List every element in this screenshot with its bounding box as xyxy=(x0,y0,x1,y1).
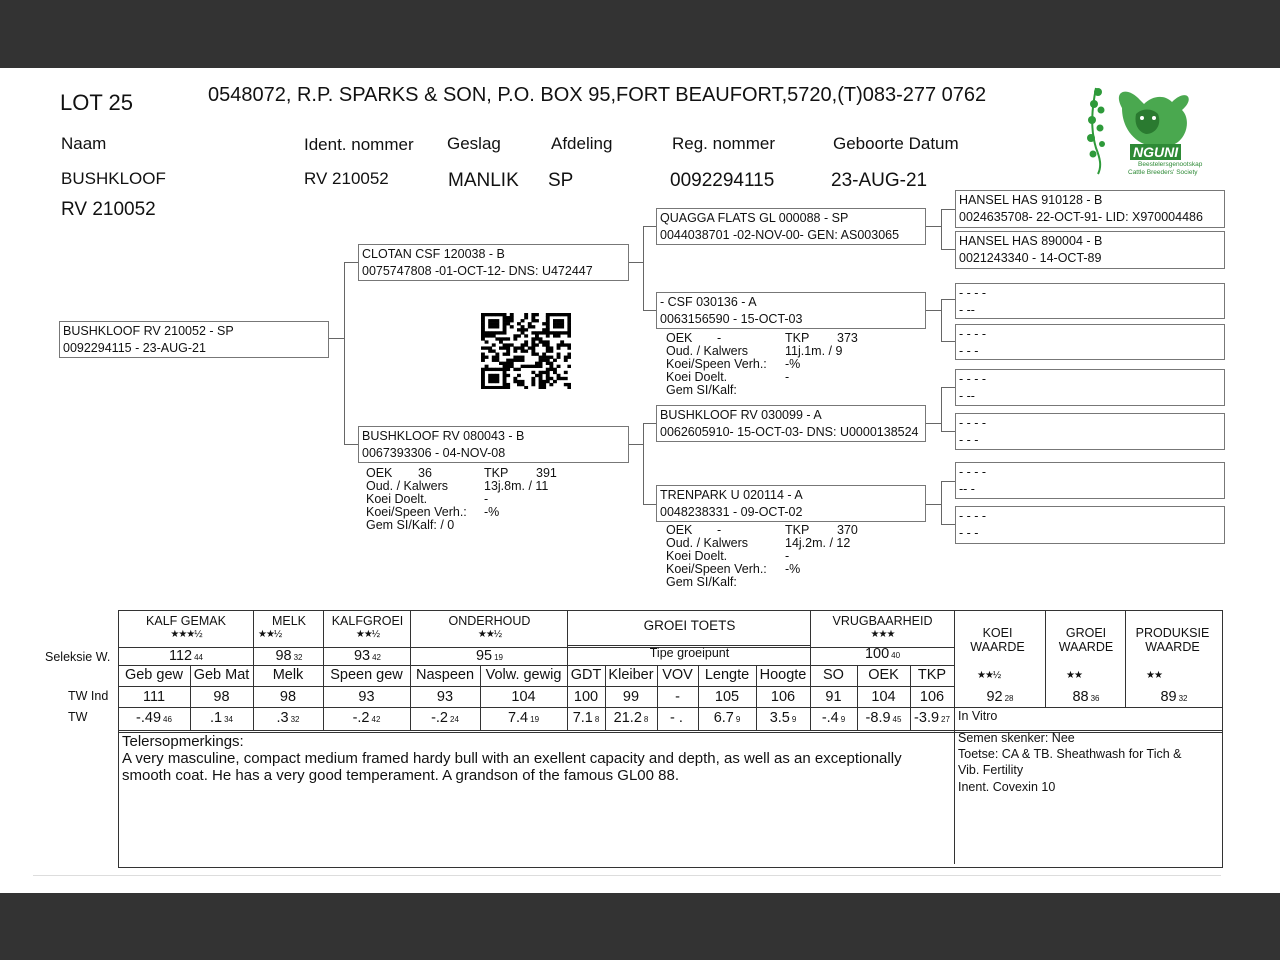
stat-value: 11j.1m. / 9 xyxy=(785,344,843,358)
stat-label: TKP xyxy=(785,523,810,537)
tw-ind-value xyxy=(118,689,190,705)
pedigree-detail: 0048238331 - 09-OCT-02 xyxy=(660,505,803,519)
hdr-label: KALF GEMAK xyxy=(146,614,226,628)
tw-value xyxy=(323,710,410,726)
remarks-title: Telersopmerkings: xyxy=(122,733,244,750)
tw-ind-text: 104 xyxy=(511,689,536,705)
tw-accuracy: 45 xyxy=(892,715,902,724)
tw-ind-text: 98 xyxy=(279,689,297,705)
column-label-text: Kleiber xyxy=(608,667,654,683)
sel-kalfgroei xyxy=(324,648,411,664)
pedigree-detail: 0044038701 -02-NOV-00- GEN: AS003065 xyxy=(660,228,900,242)
row-label-twind: TW Ind xyxy=(68,689,109,703)
column-label-text: Geb gew xyxy=(124,667,184,683)
stat-label: Koei/Speen Verh.: xyxy=(666,562,767,576)
star-rating: ★★½ xyxy=(355,629,380,640)
connector xyxy=(344,262,345,444)
tw-ind-text: 104 xyxy=(871,689,896,705)
hdr-label: VRUGBAARHEID xyxy=(832,614,933,628)
tw-ind-value xyxy=(857,689,910,705)
tw-accuracy: 27 xyxy=(941,715,950,724)
connector xyxy=(941,299,956,300)
tw-ind-value xyxy=(910,689,954,705)
connector xyxy=(329,338,344,339)
sel-value: 98 xyxy=(275,648,292,664)
stat-value: - xyxy=(717,523,722,537)
pedigree-ggs-5 xyxy=(955,369,1225,406)
sel-vrugbaarheid xyxy=(811,646,954,662)
pedigree-dam-dam xyxy=(656,485,926,522)
tw-text: -3.9 xyxy=(914,710,940,726)
sel-value: 95 xyxy=(475,648,493,664)
tw-ind-text: 105 xyxy=(714,689,740,705)
stat-label: Koei/Speen Verh.: xyxy=(666,357,767,371)
tw-accuracy: 9 xyxy=(791,715,797,724)
tw-ind-value xyxy=(190,689,253,705)
hdr-label: KALFGROEI xyxy=(331,614,404,628)
koei-value xyxy=(955,689,1045,705)
sel-kalfgemak xyxy=(118,648,254,664)
pedigree-detail: 0021243340 - 14-OCT-89 xyxy=(959,251,1102,265)
stat-label: Koei Doelt. xyxy=(666,370,728,384)
value-sub: 36 xyxy=(1090,694,1100,703)
qr-code xyxy=(481,313,571,389)
tw-text: 7.4 xyxy=(507,710,529,726)
connector xyxy=(941,341,956,342)
remarks-line1: A very masculine, compact medium framed hardy bull with an exellent capacity and depth, as well as an exceptionally xyxy=(122,750,902,767)
header-geslag: Geslag xyxy=(447,134,501,153)
tw-ind-text: 98 xyxy=(213,689,230,705)
column-label xyxy=(253,667,323,683)
pedigree-sire-sire xyxy=(656,208,926,245)
stat-value: -% xyxy=(785,562,801,576)
pedigree-detail: 0024635708- 22-OCT-91- LID: X970004486 xyxy=(959,210,1203,224)
hdr-label: GROEI TOETS xyxy=(643,618,736,633)
column-label xyxy=(698,667,756,683)
column-label-text: OEK xyxy=(868,667,899,683)
stat-value: - xyxy=(484,492,489,506)
hdr-label: ONDERHOUD xyxy=(448,614,531,628)
tw-accuracy: 34 xyxy=(224,715,233,724)
pedigree-detail: - - - xyxy=(959,433,979,447)
pedigree-detail: 0092294115 - 23-AUG-21 xyxy=(63,341,206,355)
pedigree-subject xyxy=(59,321,329,358)
pedigree-detail: - - - xyxy=(959,526,979,540)
stat-label: Gem SI/Kalf: / 0 xyxy=(366,518,455,532)
stat-label: Oud. / Kalwers xyxy=(666,536,748,550)
pedigree-name: - - - - xyxy=(959,509,987,523)
hdr-tipe-groeipunt xyxy=(568,646,811,660)
connector xyxy=(643,310,657,311)
tw-text: - . xyxy=(670,710,683,726)
tw-value xyxy=(190,710,253,726)
tw-ind-value xyxy=(810,689,857,705)
tw-ind-text: 106 xyxy=(919,689,945,705)
tw-accuracy: 9 xyxy=(735,715,741,724)
tw-value xyxy=(657,710,698,726)
pedigree-name: - - - - xyxy=(959,416,987,430)
logo-line2: Cattle Breeders' Society xyxy=(1128,169,1198,176)
connector xyxy=(925,226,941,227)
lot-number: LOT 25 xyxy=(60,90,133,115)
stat-label: OEK xyxy=(366,466,393,480)
connector xyxy=(643,423,657,424)
connector xyxy=(344,444,359,445)
connector xyxy=(941,481,956,482)
column-label xyxy=(567,667,605,683)
connector xyxy=(643,226,657,227)
sel-value: 112 xyxy=(168,648,193,664)
tw-accuracy: 8 xyxy=(643,715,649,724)
tw-value xyxy=(756,710,810,726)
row-label-tw: TW xyxy=(68,710,88,724)
pedigree-name: - - - - xyxy=(959,372,987,386)
hdr-groei-waarde xyxy=(1046,626,1126,654)
tw-value xyxy=(857,710,910,726)
sel-value: 100 xyxy=(864,646,890,662)
tw-accuracy: 42 xyxy=(371,715,381,724)
notes-toetse-2: Vib. Fertility xyxy=(958,763,1024,777)
connector xyxy=(643,226,644,311)
stat-value: - xyxy=(785,549,790,563)
sel-value: 93 xyxy=(353,648,371,664)
stat-value: 13j.8m. / 11 xyxy=(484,479,549,493)
tw-ind-value xyxy=(756,689,810,705)
tw-ind-text: 100 xyxy=(573,689,599,705)
sel-onderhoud xyxy=(411,648,568,664)
tw-text: -.4 xyxy=(821,710,839,726)
stat-label: Gem SI/Kalf: xyxy=(666,575,737,589)
animal-geslag: MANLIK xyxy=(448,170,519,191)
pedigree-name: - - - - xyxy=(959,286,987,300)
connector xyxy=(941,481,942,524)
connector xyxy=(925,310,941,311)
stat-value: 391 xyxy=(536,466,557,480)
tw-accuracy: 24 xyxy=(450,715,459,724)
pedigree-detail: - - - xyxy=(959,344,979,358)
pedigree-detail: -- - xyxy=(959,482,975,496)
stats-dam-dam xyxy=(666,524,926,589)
sel-melk xyxy=(254,648,324,664)
tw-value xyxy=(605,710,657,726)
column-label-text: SO xyxy=(823,667,844,683)
hdr-groeitoets xyxy=(568,619,811,633)
pedigree-ggs-8 xyxy=(955,506,1225,544)
connector xyxy=(925,504,941,505)
value: 89 xyxy=(1160,689,1177,705)
star-rating: ★★★½ xyxy=(170,629,202,640)
connector xyxy=(941,249,956,250)
sel-sub: 32 xyxy=(293,653,303,662)
column-label-text: Naspeen xyxy=(415,667,475,683)
column-label-text: Melk xyxy=(272,667,304,683)
header-geboorte: Geboorte Datum xyxy=(833,134,959,153)
pedigree-ggs-6 xyxy=(955,413,1225,450)
stat-value: - xyxy=(717,331,722,345)
notes-inent: Inent. Covexin 10 xyxy=(958,780,1056,794)
stat-value: 14j.2m. / 12 xyxy=(785,536,851,550)
connector xyxy=(628,444,643,445)
tw-ind-value xyxy=(605,689,657,705)
hdr-melk xyxy=(254,614,324,642)
column-label-text: Volw. gewig xyxy=(485,667,562,683)
pedigree-name: CLOTAN CSF 120038 - B xyxy=(362,247,505,261)
hdr-label: WAARDE xyxy=(1145,640,1200,654)
pedigree-detail: 0062605910- 15-OCT-03- DNS: U0000138524 xyxy=(660,425,919,439)
nguni-logo xyxy=(1082,78,1207,180)
animal-afdeling: SP xyxy=(548,170,574,191)
sel-sub: 44 xyxy=(194,653,204,662)
pedigree-name: BUSHKLOOF RV 030099 - A xyxy=(660,408,822,422)
tw-ind-value xyxy=(253,689,323,705)
tw-text: -8.9 xyxy=(865,710,891,726)
tw-value xyxy=(480,710,567,726)
connector xyxy=(941,387,942,431)
pedigree-name: - - - - xyxy=(959,327,987,341)
pedigree-ggs-4 xyxy=(955,324,1225,360)
produksie-value xyxy=(1126,689,1222,705)
value-sub: 32 xyxy=(1178,694,1188,703)
column-label-text: GDT xyxy=(570,667,602,683)
stat-label: Koei Doelt. xyxy=(366,492,428,506)
pedigree-detail: 0067393306 - 04-NOV-08 xyxy=(362,446,506,460)
pedigree-ggs-3 xyxy=(955,283,1225,319)
pedigree-name: - CSF 030136 - A xyxy=(660,295,757,309)
star-rating: ★★ xyxy=(1066,670,1082,681)
groei-value xyxy=(1046,689,1126,705)
pedigree-ggs-2 xyxy=(955,231,1225,269)
pedigree-dam xyxy=(358,426,629,463)
value: 92 xyxy=(986,689,1003,705)
connector xyxy=(925,423,941,424)
column-label-text: Hoogte xyxy=(759,667,807,683)
pedigree-name: BUSHKLOOF RV 080043 - B xyxy=(362,429,525,443)
tw-accuracy: 19 xyxy=(530,715,540,724)
hdr-label: KOEI xyxy=(982,626,1013,640)
tw-value xyxy=(253,710,323,726)
tw-accuracy: 8 xyxy=(594,715,600,724)
column-label-text: Lengte xyxy=(704,667,750,683)
tw-ind-text: 99 xyxy=(622,689,640,705)
tw-ind-text: - xyxy=(675,689,680,705)
animal-ident-large: RV 210052 xyxy=(61,199,156,220)
tw-value xyxy=(698,710,756,726)
tw-value xyxy=(410,710,480,726)
stat-value: 36 xyxy=(418,466,432,480)
stat-value: - xyxy=(785,370,790,384)
value-sub: 28 xyxy=(1004,694,1014,703)
header-reg: Reg. nommer xyxy=(672,134,775,153)
tw-ind-text: 93 xyxy=(358,689,375,705)
star-rating: ★★★ xyxy=(870,629,895,640)
star-rating: ★★½ xyxy=(977,670,1001,681)
column-label-text: Geb Mat xyxy=(193,667,250,683)
bottom-dark-bar xyxy=(0,893,1280,960)
stats-sire-dam xyxy=(666,332,926,397)
tw-ind-text: 106 xyxy=(770,689,796,705)
pedigree-detail: - -- xyxy=(959,303,975,317)
footer-divider xyxy=(33,875,1221,876)
pedigree-dam-sire xyxy=(656,405,926,442)
animal-ident: RV 210052 xyxy=(304,169,389,188)
hdr-label: MELK xyxy=(271,614,307,628)
hdr-label: Tipe groeipunt xyxy=(649,646,730,660)
tw-ind-text: 91 xyxy=(825,689,842,705)
star-rating: ★★½ xyxy=(477,629,502,640)
hdr-kalfgroei xyxy=(324,614,411,642)
tw-ind-text: 93 xyxy=(436,689,454,705)
logo-line1: Beestelersgenootskap xyxy=(1138,161,1203,168)
stat-label: Koei Doelt. xyxy=(666,549,728,563)
tw-value xyxy=(118,710,190,726)
tw-value xyxy=(810,710,857,726)
stat-value: 373 xyxy=(837,331,858,345)
tw-value xyxy=(910,710,954,726)
tw-text: -.2 xyxy=(431,710,448,726)
animal-naam: BUSHKLOOF xyxy=(61,169,166,188)
connector xyxy=(941,387,956,388)
column-label xyxy=(118,667,190,683)
pedigree-name: QUAGGA FLATS GL 000088 - SP xyxy=(660,211,849,225)
hdr-koei-waarde xyxy=(955,626,1040,654)
hdr-onderhoud xyxy=(411,614,568,642)
column-label xyxy=(323,667,410,683)
tw-text: -.2 xyxy=(352,710,370,726)
pedigree-ggs-7 xyxy=(955,462,1225,499)
stat-label: Koei/Speen Verh.: xyxy=(366,505,467,519)
pedigree-name: - - - - xyxy=(959,465,987,479)
notes-semen: Semen skenker: Nee xyxy=(958,731,1075,745)
column-label xyxy=(910,667,954,683)
star-rating: ★★ xyxy=(1146,670,1162,681)
column-label xyxy=(410,667,480,683)
connector xyxy=(344,262,359,263)
pedigree-name: TRENPARK U 020114 - A xyxy=(660,488,803,502)
pedigree-detail: 0063156590 - 15-OCT-03 xyxy=(660,312,803,326)
column-label-text: TKP xyxy=(917,667,947,683)
hdr-vrugbaarheid xyxy=(811,614,954,642)
stat-label: Gem SI/Kalf: xyxy=(666,383,737,397)
pedigree-name: HANSEL HAS 890004 - B xyxy=(959,234,1103,248)
column-label xyxy=(480,667,567,683)
star-rating: ★★½ xyxy=(258,629,282,640)
sel-sub: 19 xyxy=(494,653,504,662)
pedigree-ggs-1 xyxy=(955,190,1225,228)
connector xyxy=(941,209,956,210)
connector xyxy=(941,299,942,341)
notes-toetse-1: Toetse: CA & TB. Sheathwash for Tich & xyxy=(958,747,1182,761)
in-vitro: In Vitro xyxy=(958,709,998,723)
remarks-line2: smooth coat. He has a very good temperament. A grandson of the famous GL00 88. xyxy=(122,767,679,784)
tw-ind-text: 111 xyxy=(142,689,166,705)
tw-text: 21.2 xyxy=(613,710,642,726)
hdr-label: PRODUKSIE xyxy=(1135,626,1210,640)
tw-ind-value xyxy=(567,689,605,705)
header-ident: Ident. nommer xyxy=(304,135,414,154)
stat-label: Oud. / Kalwers xyxy=(366,479,448,493)
header-naam: Naam xyxy=(61,134,107,153)
pedigree-name: HANSEL HAS 910128 - B xyxy=(959,193,1103,207)
stat-value: -% xyxy=(785,357,801,371)
stat-label: TKP xyxy=(484,466,509,480)
tw-accuracy: 46 xyxy=(163,715,172,724)
column-label-text: Speen gew xyxy=(330,667,403,683)
column-label xyxy=(190,667,253,683)
stat-label: OEK xyxy=(666,523,693,537)
stat-label: OEK xyxy=(666,331,693,345)
row-label-seleksie: Seleksie W. xyxy=(45,650,111,664)
tw-value xyxy=(567,710,605,726)
column-label xyxy=(657,667,698,683)
column-label-text: VOV xyxy=(662,667,693,683)
tw-ind-value xyxy=(323,689,410,705)
connector xyxy=(643,423,644,505)
logo-brand: NGUNI xyxy=(1130,144,1181,160)
stat-value: 370 xyxy=(837,523,858,537)
tw-text: .3 xyxy=(276,710,289,726)
stat-label: TKP xyxy=(785,331,810,345)
pedigree-sire xyxy=(358,244,629,281)
pedigree-detail: - -- xyxy=(959,389,975,403)
top-dark-bar xyxy=(0,0,1280,68)
hdr-produksie-waarde xyxy=(1126,626,1219,654)
column-label xyxy=(857,667,910,683)
value: 88 xyxy=(1072,689,1089,705)
pedigree-detail: 0075747808 -01-OCT-12- DNS: U472447 xyxy=(362,264,593,278)
hdr-kalfgemak xyxy=(118,614,254,642)
tw-text: 6.7 xyxy=(713,710,734,726)
animal-geboorte: 23-AUG-21 xyxy=(831,170,928,191)
hdr-label: WAARDE xyxy=(1058,640,1114,654)
hdr-label: WAARDE xyxy=(970,640,1025,654)
tw-ind-value xyxy=(657,689,698,705)
column-label xyxy=(756,667,810,683)
tw-accuracy: 9 xyxy=(840,715,846,724)
stat-label: Oud. / Kalwers xyxy=(666,344,748,358)
tw-ind-value xyxy=(410,689,480,705)
connector xyxy=(941,209,942,249)
sel-sub: 42 xyxy=(372,653,382,662)
connector xyxy=(941,431,956,432)
sel-sub: 40 xyxy=(891,651,901,660)
tw-ind-value xyxy=(698,689,756,705)
owner-line: 0548072, R.P. SPARKS & SON, P.O. BOX 95,FORT BEAUFORT,5720,(T)083-277 0762 xyxy=(208,84,987,106)
connector xyxy=(941,524,956,525)
pedigree-name: BUSHKLOOF RV 210052 - SP xyxy=(63,324,234,338)
column-label xyxy=(605,667,657,683)
stat-value: -% xyxy=(484,505,500,519)
tw-text: 7.1 xyxy=(572,710,593,726)
hdr-label: GROEI xyxy=(1065,626,1107,640)
header-afdeling: Afdeling xyxy=(551,134,613,153)
tw-text: 3.5 xyxy=(769,710,790,726)
stats-dam xyxy=(366,467,626,532)
pedigree-sire-dam xyxy=(656,292,926,329)
tw-text: .1 xyxy=(210,710,223,726)
tw-text: -.49 xyxy=(136,710,162,726)
connector xyxy=(628,262,643,263)
column-label xyxy=(810,667,857,683)
animal-reg: 0092294115 xyxy=(670,170,775,191)
tw-accuracy: 32 xyxy=(290,715,300,724)
tw-ind-value xyxy=(480,689,567,705)
connector xyxy=(643,504,657,505)
